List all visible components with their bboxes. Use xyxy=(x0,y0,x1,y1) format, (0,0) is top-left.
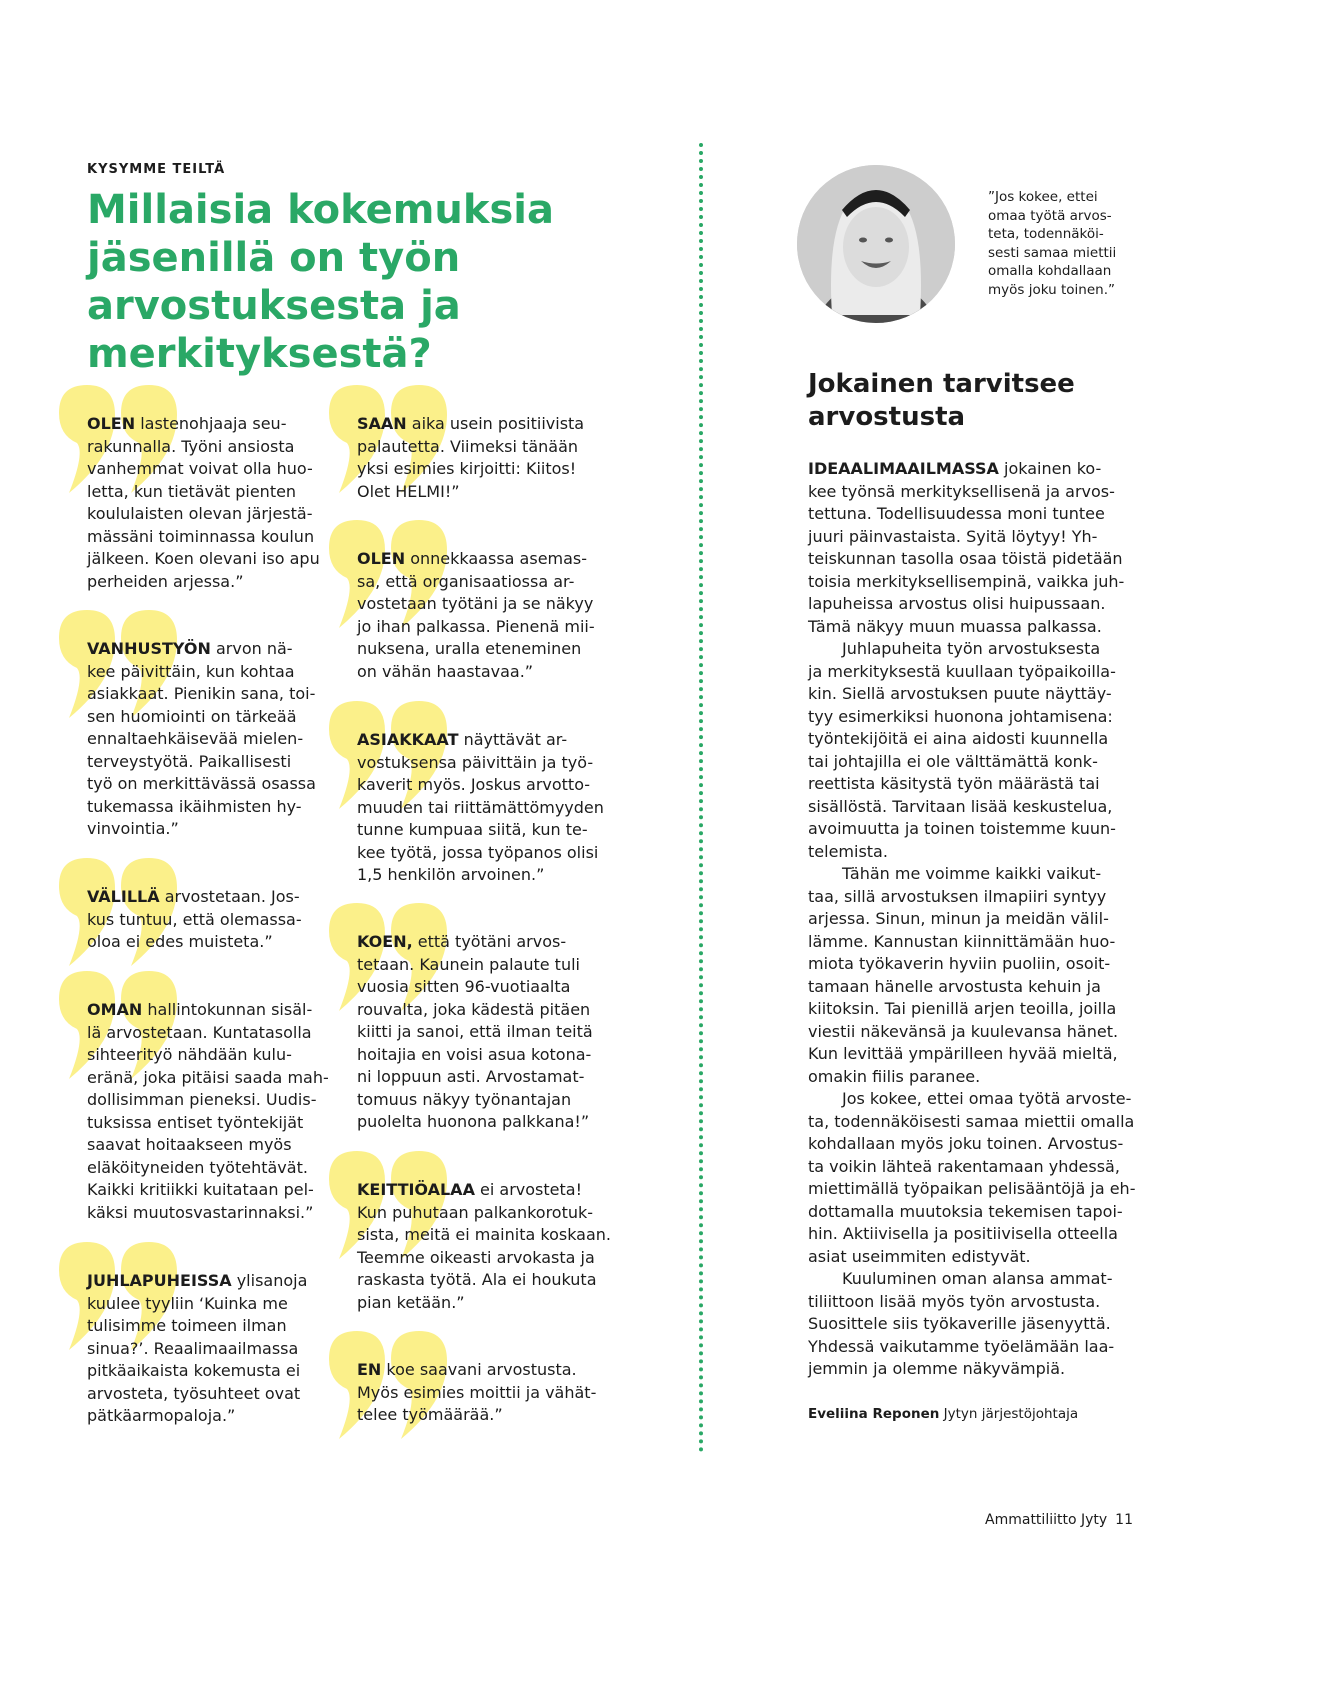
body-line: juuri päinvastaista. Syitä löytyy! Yh- xyxy=(808,526,1098,546)
quote-lead: OLEN xyxy=(357,549,406,568)
quote-lead: VANHUSTYÖN xyxy=(87,639,211,658)
body-line: tiliittoon lisää myös työn arvostusta. xyxy=(808,1291,1101,1311)
page-footer xyxy=(985,1512,1133,1528)
body-line: taa, sillä arvostuksen ilmapiiri syntyy xyxy=(808,886,1107,906)
portrait-photo xyxy=(797,165,955,323)
quote-line: kee päivittäin, kun kohtaa xyxy=(87,661,295,681)
page-number: 11 xyxy=(1115,1512,1133,1528)
quote-line: Teemme oikeasti arvokasta ja xyxy=(357,1247,595,1267)
quote-line: Kun puhutaan palkankorotuk- xyxy=(357,1202,594,1222)
quote-line: ennaltaehkäisevää mielen- xyxy=(87,729,304,748)
body-line: Kun levittää ympärilleen hyvää mieltä, xyxy=(808,1044,1118,1063)
pull-quote-line: omaa työtä arvos- xyxy=(988,207,1112,224)
quote-line: ASIAKKAAT näyttävät ar- xyxy=(357,730,568,749)
quote-line: pätkäarmopaloja.” xyxy=(87,1406,236,1425)
title-line: arvostuksesta ja xyxy=(87,283,461,329)
author-name: Eveliina Reponen xyxy=(808,1406,940,1422)
quote-line: saavat hoitaakseen myös xyxy=(87,1135,292,1154)
body-line: työntekijöitä ei aina aidosti kuunnella xyxy=(808,729,1109,748)
quote-line: sinua?’. Reaalimaailmassa xyxy=(87,1338,299,1358)
body-line: sisällöstä. Tarvitaan lisää keskustelua, xyxy=(808,796,1113,816)
quote-line: telee työmäärää.” xyxy=(357,1405,503,1424)
member-quote xyxy=(87,886,347,954)
title-line: jäsenillä on työn xyxy=(87,235,461,281)
quote-lead: ASIAKKAAT xyxy=(357,730,459,749)
body-line: lapuheissa arvostus olisi huipussaan. xyxy=(808,594,1106,613)
member-quote xyxy=(87,999,347,1224)
quote-lead: KOEN, xyxy=(357,932,413,951)
pull-quote-line: sesti samaa miettii xyxy=(988,244,1117,261)
member-quote xyxy=(357,548,617,683)
body-line: tettuna. Todellisuudessa moni tuntee xyxy=(808,504,1105,523)
quote-line: kaverit myös. Joskus arvotto- xyxy=(357,775,591,794)
quote-line: vostetaan työtäni ja se näkyy xyxy=(357,594,594,613)
body-line: arjessa. Sinun, minun ja meidän välil- xyxy=(808,909,1109,928)
member-quote xyxy=(87,1270,347,1428)
signature xyxy=(808,1406,1078,1422)
quote-line: käksi muutosvastarinnaksi.” xyxy=(87,1202,314,1222)
quote-line: mässäni toiminnassa koulun xyxy=(87,526,315,546)
quote-line: arvosteta, työsuhteet ovat xyxy=(87,1383,301,1403)
body-line: toisia merkityksellisempinä, vaikka juh- xyxy=(808,571,1125,591)
body-line: miota työkaverin hyviin puoliin, osoit- xyxy=(808,954,1111,973)
quote-line: kuulee tyyliin ‘Kuinka me xyxy=(87,1293,288,1313)
body-line: reettista käsitystä työn määrästä tai xyxy=(808,774,1100,793)
quote-line: sa, että organisaatiossa ar- xyxy=(357,571,575,591)
author-role: Jytyn järjestöjohtaja xyxy=(939,1406,1079,1422)
quote-line: VANHUSTYÖN arvon nä- xyxy=(87,639,293,658)
quote-line: kus tuntuu, että olemassa- xyxy=(87,909,302,929)
column-heading xyxy=(808,368,1075,434)
pull-quote-line: myös joku toinen.” xyxy=(988,281,1115,298)
quote-line: dollisimman pieneksi. Uudis- xyxy=(87,1090,317,1109)
quote-line: ni loppuun asti. Arvostamat- xyxy=(357,1067,585,1086)
quote-line: KEITTIÖALAA ei arvosteta! xyxy=(357,1180,582,1199)
body-line: kiitoksin. Tai pienillä arjen teoilla, joilla xyxy=(808,999,1117,1018)
column-divider xyxy=(699,143,703,1453)
member-quote xyxy=(357,931,617,1134)
pull-quote-line: omalla kohdallaan xyxy=(988,263,1112,280)
body-line: dottamalla muutoksia tekemisen tapoi- xyxy=(808,1201,1123,1221)
quote-line: jälkeen. Koen olevani iso apu xyxy=(87,549,320,568)
column-body xyxy=(808,458,1135,1381)
quote-line: Olet HELMI!” xyxy=(357,481,460,501)
quote-line: OMAN hallintokunnan sisäl- xyxy=(87,1000,313,1019)
quote-line: vuosia sitten 96-vuotiaalta xyxy=(357,977,571,996)
body-line: jemmin ja olemme näkyvämpiä. xyxy=(808,1359,1066,1378)
quote-line: on vähän haastavaa.” xyxy=(357,661,534,681)
body-line: teiskunnan tasolla osaa töistä pidetään xyxy=(808,549,1123,568)
quote-line: vinvointia.” xyxy=(87,819,179,838)
body-line: Yhdessä vaikutamme työelämään laa- xyxy=(808,1336,1115,1356)
quote-line: rakunnalla. Työni ansiosta xyxy=(87,436,295,456)
quote-line: SAAN aika usein positiivista xyxy=(357,414,585,433)
article-title xyxy=(87,186,554,378)
member-quote xyxy=(87,638,347,841)
quote-line: tulisimme toimeen ilman xyxy=(87,1316,287,1335)
quote-line: KOEN, että työtäni arvos- xyxy=(357,932,567,951)
heading-line: Jokainen tarvitsee xyxy=(808,369,1075,399)
quote-line: työ on merkittävässä osassa xyxy=(87,774,316,793)
quote-line: koululaisten olevan järjestä- xyxy=(87,504,313,523)
body-line: miettimällä työpaikan pelisääntöjä ja eh- xyxy=(808,1179,1136,1198)
pull-quote-line: teta, todennäköi- xyxy=(988,226,1104,243)
member-quote xyxy=(357,1359,617,1427)
quote-line: VÄLILLÄ arvostetaan. Jos- xyxy=(87,887,300,906)
body-line: ta, todennäköisesti samaa miettii omalla xyxy=(808,1111,1135,1131)
body-line: kee työnsä merkityksellisenä ja arvos- xyxy=(808,481,1115,501)
quote-line: pian ketään.” xyxy=(357,1292,465,1312)
quote-line: terveystyötä. Paikallisesti xyxy=(87,751,292,771)
quote-line: eränä, joka pitäisi saada mah- xyxy=(87,1067,329,1087)
quote-line: muuden tai riittämättömyyden xyxy=(357,797,604,817)
quote-line: tuksissa entiset työntekijät xyxy=(87,1112,304,1132)
section-kicker: KYSYMME TEILTÄ xyxy=(87,162,226,177)
pull-quote xyxy=(988,188,1116,300)
quote-line: tetaan. Kaunein palaute tuli xyxy=(357,954,580,974)
quote-lead: SAAN xyxy=(357,414,407,433)
quote-line: nuksena, uralla eteneminen xyxy=(357,639,582,658)
title-line: Millaisia kokemuksia xyxy=(87,187,555,233)
quote-lead: KEITTIÖALAA xyxy=(357,1180,475,1199)
quote-line: kee työtä, jossa työpanos olisi xyxy=(357,842,599,862)
body-line: omakin fiilis paranee. xyxy=(808,1066,981,1086)
body-line: IDEAALIMAAILMASSA jokainen ko- xyxy=(808,459,1102,478)
body-line: lämme. Kannustan kiinnittämään huo- xyxy=(808,931,1116,951)
body-line: kohdallaan myös joku toinen. Arvostus- xyxy=(808,1134,1124,1153)
member-quote xyxy=(87,413,347,593)
member-quote xyxy=(357,729,617,887)
quote-line: Kaikki kritiikki kuitataan pel- xyxy=(87,1180,314,1199)
body-line: Tämä näkyy muun muassa palkassa. xyxy=(808,616,1102,636)
quote-line: hoitajia en voisi asua kotona- xyxy=(357,1044,592,1064)
body-line: hin. Aktiivisella ja positiivisella otteella xyxy=(808,1224,1118,1243)
body-lead: IDEAALIMAAILMASSA xyxy=(808,459,999,478)
quote-line: sihteerityö nähdään kulu- xyxy=(87,1045,292,1064)
quote-line: jo ihan palkassa. Pienenä mii- xyxy=(357,616,595,636)
pull-quote-line: ”Jos kokee, ettei xyxy=(988,189,1098,205)
quote-lead: OMAN xyxy=(87,1000,143,1019)
quote-lead: VÄLILLÄ xyxy=(87,887,160,906)
body-line: Juhlapuheita työn arvostuksesta xyxy=(842,639,1101,658)
body-line: ta voikin lähteä rakentamaan yhdessä, xyxy=(808,1156,1120,1176)
body-line: kin. Siellä arvostuksen puute näyttäy- xyxy=(808,684,1112,703)
quote-line: tomuus näkyy työnantajan xyxy=(357,1089,572,1109)
quote-line: eläköityneiden työtehtävät. xyxy=(87,1157,308,1177)
quote-line: vanhemmat voivat olla huo- xyxy=(87,459,313,478)
member-quote xyxy=(357,413,617,503)
quote-line: palautetta. Viimeksi tänään xyxy=(357,436,579,456)
quote-line: 1,5 henkilön arvoinen.” xyxy=(357,865,545,884)
body-line: viestii näkevänsä ja kuulevansa hänet. xyxy=(808,1021,1119,1041)
quote-lead: OLEN xyxy=(87,414,136,433)
quote-line: perheiden arjessa.” xyxy=(87,571,244,591)
body-line: telemista. xyxy=(808,841,888,861)
body-line: avoimuutta ja toinen toistemme kuun- xyxy=(808,819,1116,838)
quote-line: lä arvostetaan. Kuntatasolla xyxy=(87,1022,312,1042)
quote-lead: EN xyxy=(357,1360,382,1379)
body-line: Tähän me voimme kaikki vaikut- xyxy=(842,864,1102,883)
quote-line: OLEN onnekkaassa asemas- xyxy=(357,549,588,568)
quote-line: puolelta huonona palkkana!” xyxy=(357,1112,590,1131)
quote-lead: JUHLAPUHEISSA xyxy=(87,1271,232,1290)
publication-name: Ammattiliitto Jyty xyxy=(985,1512,1108,1528)
quote-line: kiitti ja sanoi, että ilman teitä xyxy=(357,1022,593,1041)
quote-line: pitkäaikaista kokemusta ei xyxy=(87,1361,301,1380)
body-line: asiat useimmiten edistyvät. xyxy=(808,1246,1031,1266)
quote-line: raskasta työtä. Ala ei houkuta xyxy=(357,1270,597,1289)
quote-line: OLEN lastenohjaaja seu- xyxy=(87,414,287,433)
quote-line: asiakkaat. Pienikin sana, toi- xyxy=(87,684,316,703)
body-line: tai johtajilla ei ole välttämättä konk- xyxy=(808,751,1098,771)
quote-line: sista, meitä ei mainita koskaan. xyxy=(357,1225,612,1244)
body-line: tamaan hänelle arvostusta kehuin ja xyxy=(808,976,1101,996)
quote-line: vostuksensa päivittäin ja työ- xyxy=(357,752,594,772)
quote-line: tukemassa ikäihmisten hy- xyxy=(87,796,302,816)
member-quote xyxy=(357,1179,617,1314)
body-line: tyy esimerkiksi huonona johtamisena: xyxy=(808,706,1113,726)
quote-line: EN koe saavani arvostusta. xyxy=(357,1360,577,1379)
body-line: Kuuluminen oman alansa ammat- xyxy=(842,1269,1113,1288)
quote-line: oloa ei edes muisteta.” xyxy=(87,932,273,951)
body-line: ja merkityksestä kuullaan työpaikoilla- xyxy=(808,661,1116,681)
heading-line: arvostusta xyxy=(808,402,966,432)
quote-line: JUHLAPUHEISSA ylisanoja xyxy=(87,1271,308,1290)
quote-line: letta, kun tietävät pienten xyxy=(87,481,297,501)
quote-line: Myös esimies moittii ja vähät- xyxy=(357,1382,597,1402)
quote-line: tunne kumpuaa siitä, kun te- xyxy=(357,820,588,839)
quote-line: rouvalta, joka kädestä pitäen xyxy=(357,999,591,1019)
body-line: Suosittele siis työkaverille jäsenyyttä. xyxy=(808,1314,1111,1333)
quote-line: sen huomiointi on tärkeää xyxy=(87,706,297,726)
quote-line: yksi esimies kirjoitti: Kiitos! xyxy=(357,459,577,478)
title-line: merkityksestä? xyxy=(87,331,432,377)
body-line: Jos kokee, ettei omaa työtä arvoste- xyxy=(842,1089,1132,1108)
